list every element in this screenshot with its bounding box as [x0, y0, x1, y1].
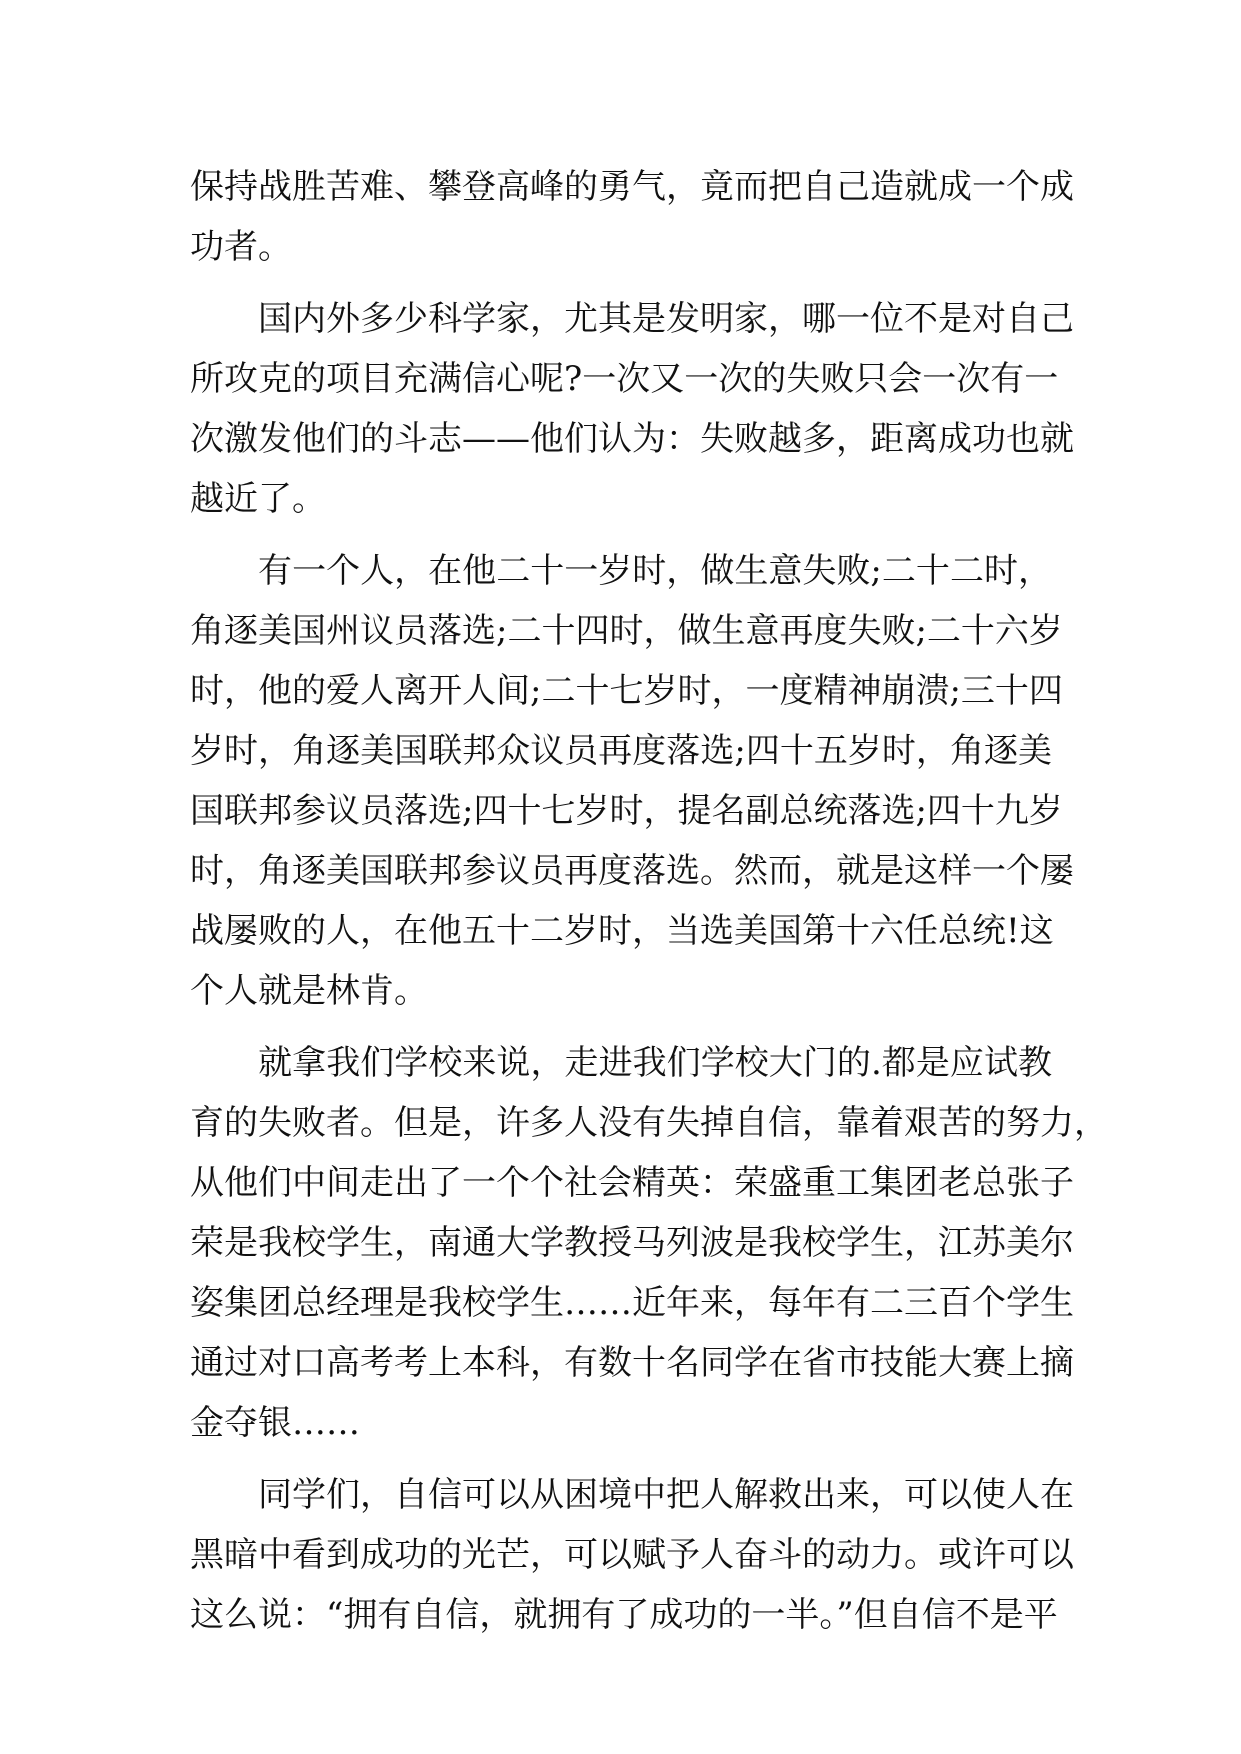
- text-line: 育的失败者。但是，许多人没有失掉自信，靠着艰苦的努力，: [190, 1103, 1108, 1143]
- text-line: 保持战胜苦难、攀登高峰的勇气，竟而把自己造就成一个成: [190, 167, 1074, 207]
- text-line: 这么说：“拥有自信，就拥有了成功的一半。”但自信不是平: [190, 1595, 1058, 1635]
- paragraph: [190, 1033, 1108, 1453]
- text-line: 姿集团总经理是我校学生……近年来，每年有二三百个学生: [190, 1283, 1074, 1323]
- text-line: 荣是我校学生，南通大学教授马列波是我校学生，江苏美尔: [190, 1223, 1074, 1263]
- text-line: 金夺银……: [190, 1403, 360, 1443]
- text-line: 越近了。: [190, 479, 326, 519]
- text-line: 从他们中间走出了一个个社会精英：荣盛重工集团老总张子: [190, 1163, 1074, 1203]
- text-line: 黑暗中看到成功的光芒，可以赋予人奋斗的动力。或许可以: [190, 1535, 1074, 1575]
- text-line: 通过对口高考考上本科，有数十名同学在省市技能大赛上摘: [190, 1343, 1074, 1383]
- text-line: 岁时，角逐美国联邦众议员再度落选;四十五岁时，角逐美: [190, 731, 1052, 771]
- text-line: 角逐美国州议员落选;二十四时，做生意再度失败;二十六岁: [190, 611, 1063, 651]
- text-line: 个人就是林肯。: [190, 971, 428, 1011]
- text-line: 同学们，自信可以从困境中把人解救出来，可以使人在: [190, 1475, 1074, 1515]
- text-line: 国内外多少科学家，尤其是发明家，哪一位不是对自己: [190, 299, 1074, 339]
- text-line: 所攻克的项目充满信心呢?一次又一次的失败只会一次有一: [190, 359, 1059, 399]
- text-line: 时，他的爱人离开人间;二十七岁时，一度精神崩溃;三十四: [190, 671, 1063, 711]
- document-body: [190, 157, 1108, 1657]
- text-line: 次激发他们的斗志——他们认为：失败越多，距离成功也就: [190, 419, 1074, 459]
- paragraph: [190, 157, 1074, 277]
- text-line: 国联邦参议员落选;四十七岁时，提名副总统落选;四十九岁: [190, 791, 1063, 831]
- text-line: 时，角逐美国联邦参议员再度落选。然而，就是这样一个屡: [190, 851, 1074, 891]
- paragraph: [190, 289, 1074, 529]
- paragraph: [190, 541, 1074, 1021]
- text-line: 战屡败的人，在他五十二岁时，当选美国第十六任总统!这: [190, 911, 1054, 951]
- text-line: 就拿我们学校来说，走进我们学校大门的.都是应试教: [190, 1043, 1052, 1083]
- text-line: 有一个人，在他二十一岁时，做生意失败;二十二时，: [190, 551, 1052, 591]
- text-line: 功者。: [190, 227, 292, 267]
- paragraph: [190, 1465, 1074, 1645]
